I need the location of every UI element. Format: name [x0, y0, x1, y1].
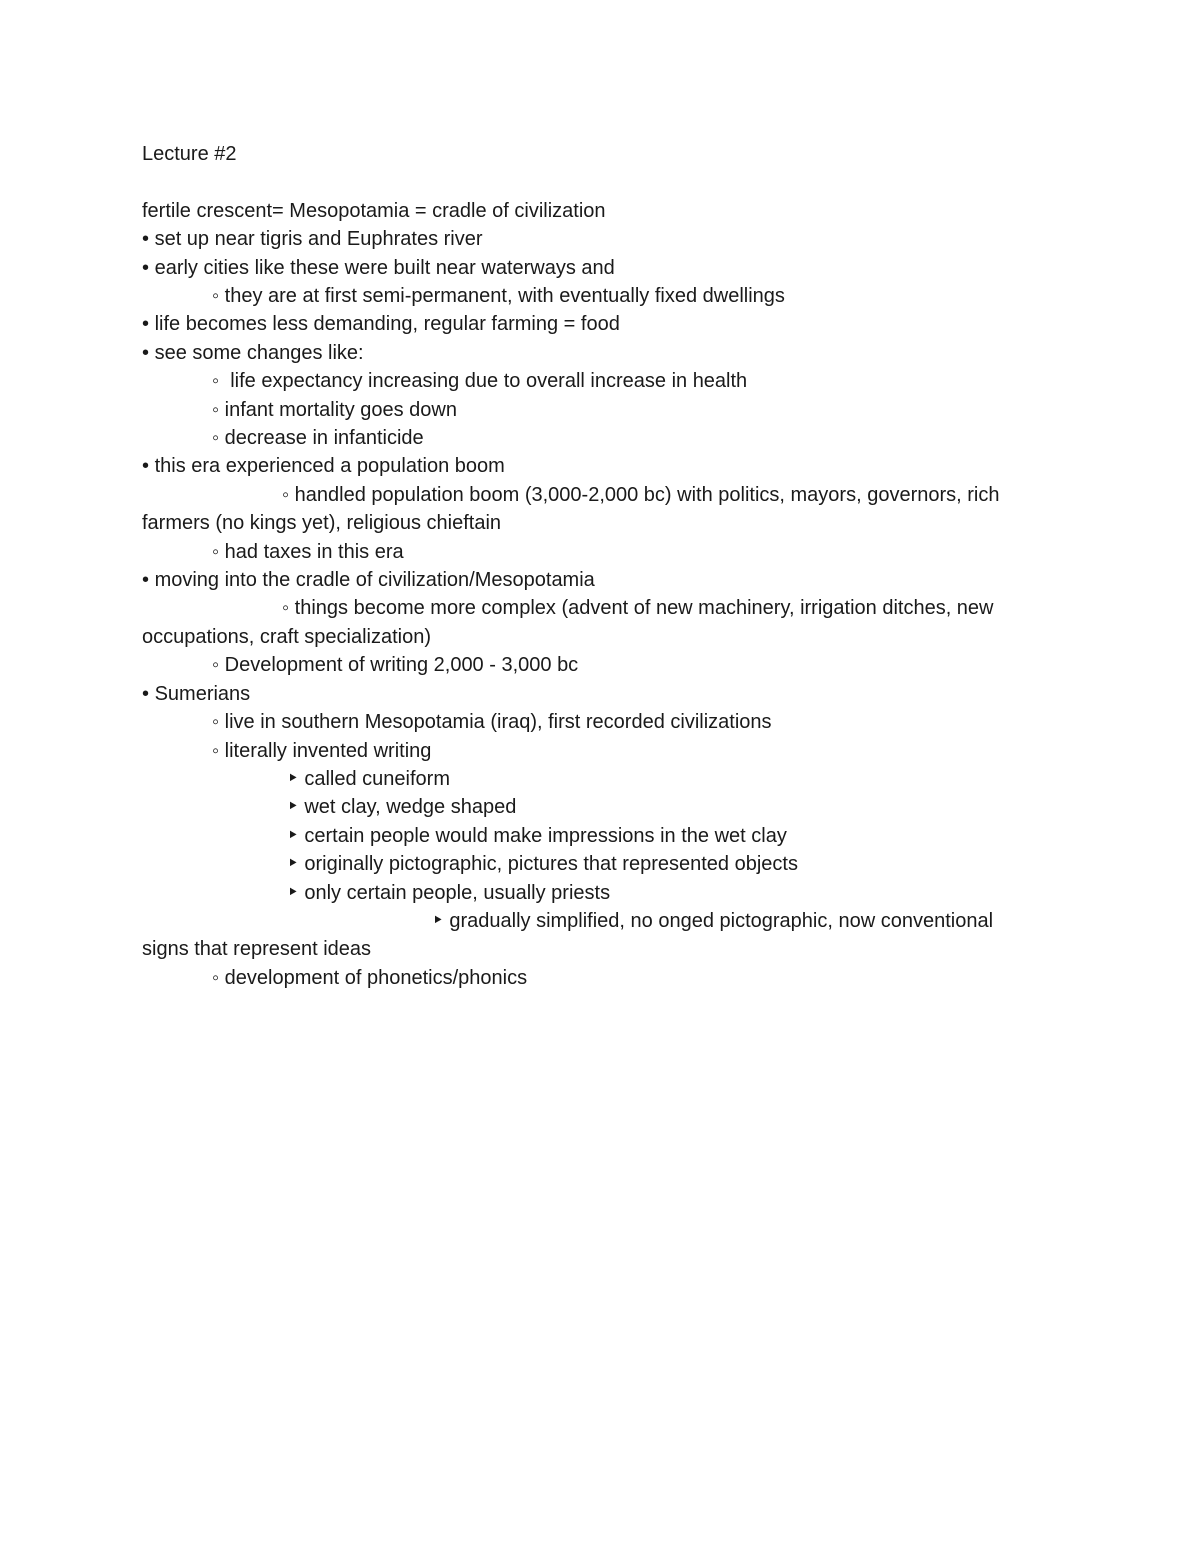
bullet-icon: ‣ [287, 824, 299, 847]
note-subitem [142, 737, 1022, 765]
document-title: Lecture #2 [142, 143, 237, 165]
bullet-icon: ◦ [212, 711, 220, 734]
note-text: fertile crescent= Mesopotamia = cradle of civilization [142, 199, 606, 222]
note-text: infant mortality goes down [219, 398, 457, 421]
note-text: see some changes like: [149, 341, 364, 364]
note-item [142, 310, 1022, 338]
bullet-icon: • [142, 569, 150, 592]
bullet-icon: • [142, 228, 150, 251]
note-text: moving into the cradle of civilization/Mesopotamia [149, 569, 595, 592]
note-text: live in southern Mesopotamia (iraq), first recorded civilizations [219, 711, 772, 734]
note-item [142, 225, 1022, 253]
bullet-icon: • [142, 341, 150, 364]
bullet-icon: ◦ [212, 540, 220, 563]
document-page [142, 140, 1022, 992]
bullet-icon: ‣ [432, 909, 444, 932]
note-text: originally pictographic, pictures that represented objects [298, 853, 798, 876]
note-text: set up near tigris and Euphrates river [149, 228, 483, 251]
note-subitem [142, 282, 1022, 310]
bullet-icon: • [142, 256, 150, 279]
note-text: called cuneiform [298, 767, 450, 790]
bullet-icon: ◦ [212, 654, 220, 677]
note-text: certain people would make impressions in the wet clay [298, 824, 787, 847]
note-item [142, 254, 1022, 282]
note-subitem [142, 964, 1022, 992]
note-item [142, 566, 1022, 594]
note-text: life becomes less demanding, regular farming = food [149, 313, 620, 336]
note-text: only certain people, usually priests [298, 881, 611, 904]
note-text: life expectancy increasing due to overall increase in health [219, 370, 748, 393]
note-subitem [142, 396, 1022, 424]
note-text: handled population boom (3,000-2,000 bc) with politics, mayors, governors, rich farmers (no kings yet), religious chieftain [142, 483, 1006, 535]
note-item [142, 339, 1022, 367]
note-text: they are at first semi-permanent, with eventually fixed dwellings [219, 285, 785, 308]
bullet-icon: ◦ [212, 966, 220, 989]
note-text: this era experienced a population boom [149, 455, 505, 478]
note-text: Development of writing 2,000 - 3,000 bc [219, 654, 579, 677]
note-subsubitem [142, 850, 1022, 878]
note-item [142, 680, 1022, 708]
bullet-icon: • [142, 682, 150, 705]
bullet-icon: ‣ [287, 796, 299, 819]
note-subitem [142, 424, 1022, 452]
note-text: decrease in infanticide [219, 427, 424, 450]
note-subsubitem [142, 765, 1022, 793]
note-subitem [142, 594, 1022, 651]
bullet-icon: ◦ [212, 398, 220, 421]
note-item [142, 197, 1022, 225]
bullet-icon: ‣ [287, 767, 299, 790]
note-subsubitem [142, 879, 1022, 907]
note-subitem [142, 651, 1022, 679]
note-text: literally invented writing [219, 739, 432, 762]
bullet-icon: ◦ [212, 285, 220, 308]
note-text: had taxes in this era [219, 540, 404, 563]
note-item [142, 452, 1022, 480]
note-subitem [142, 481, 1022, 538]
bullet-icon: ◦ [212, 370, 220, 393]
note-subitem [142, 538, 1022, 566]
bullet-icon: ◦ [212, 427, 220, 450]
bullet-icon: ◦ [282, 597, 290, 620]
bullet-icon: ‣ [287, 881, 299, 904]
note-text: things become more complex (advent of new machinery, irrigation ditches, new occupations, craft specialization) [142, 597, 1000, 648]
note-subsubitem [142, 793, 1022, 821]
note-subitem [142, 708, 1022, 736]
bullet-icon: • [142, 313, 150, 336]
bullet-icon: ‣ [287, 853, 299, 876]
note-subitem [142, 367, 1022, 395]
bullet-icon: • [142, 455, 150, 478]
note-subsubitem [142, 822, 1022, 850]
notes-list [142, 197, 1022, 992]
note-text: gradually simplified, no onged pictographic, now conventional signs that represent ideas [142, 909, 999, 961]
bullet-icon: ◦ [212, 739, 220, 762]
note-text: development of phonetics/phonics [219, 966, 528, 989]
note-subsubitem [142, 907, 1022, 964]
bullet-icon: ◦ [282, 483, 290, 506]
note-text: Sumerians [149, 682, 251, 705]
note-text: wet clay, wedge shaped [298, 796, 517, 819]
note-text: early cities like these were built near waterways and [149, 256, 615, 279]
